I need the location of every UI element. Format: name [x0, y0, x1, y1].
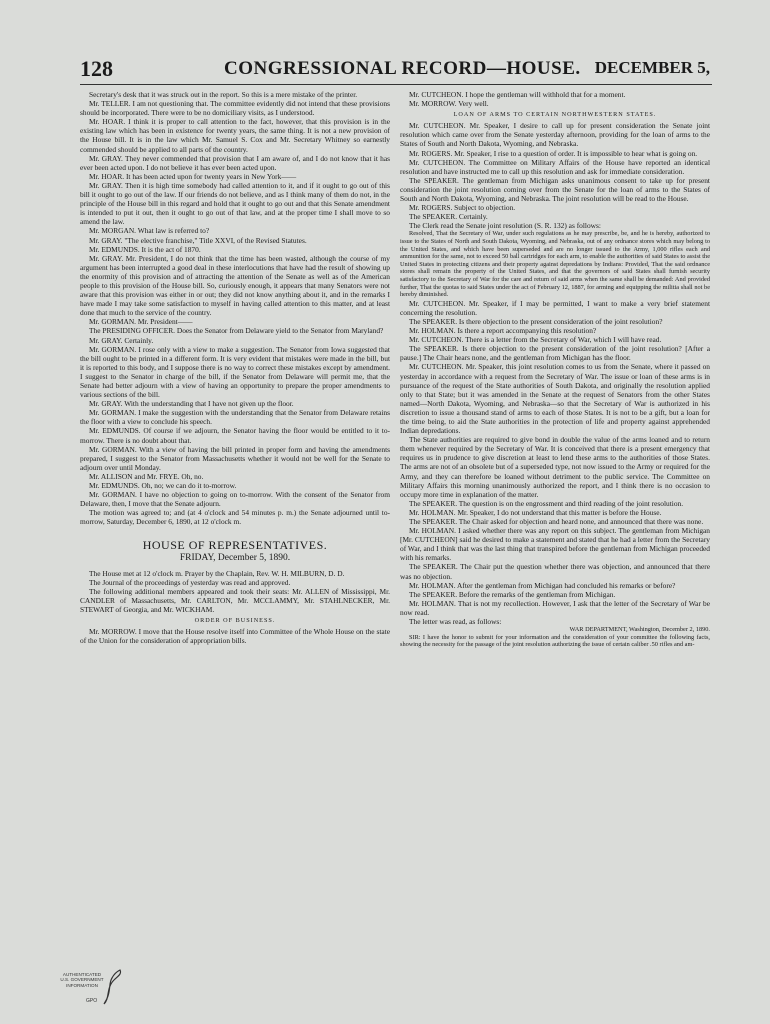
section-date: FRIDAY, December 5, 1890.: [179, 552, 291, 563]
paragraph: The SPEAKER. Is there objection to the present consideration of the joint resolution?: [409, 316, 663, 326]
paragraph: Mr. CUTCHEON. The Committee on Military Affairs of the House have reported an identical resolution and have instructed me to call up this resolution and ask for immediate consideration.: [400, 157, 710, 176]
letter-heading: WAR DEPARTMENT, Washington, December 2, 1890.: [569, 626, 710, 634]
paragraph: The letter was read, as follows:: [409, 617, 502, 627]
paragraph: Mr. MORROW. Very well.: [409, 99, 489, 109]
paragraph: Mr. CUTCHEON. Mr. Speaker, I desire to call up for present consideration the Senate joint resolution which came over from the Senate yesterday afternoon, providing for the loan of arms to the States of South and North Dakota, Wyoming, and Nebraska.: [400, 121, 710, 149]
paragraph: The following additional members appeared and took their seats: Mr. ALLEN of Mississippi, Mr. CANDLER of Massachusetts, Mr. CARLTON, Mr. MCCLAMMY, Mr. STAHLNECKER, Mr. STEWART of Georgia, and Mr. WICKHAM.: [80, 586, 390, 615]
paragraph: Mr. ROGERS. Mr. Speaker, I rise to a question of order. It is impossible to hear what is going on.: [409, 148, 698, 158]
paragraph: Mr. CUTCHEON. I hope the gentleman will withhold that for a moment.: [409, 90, 626, 99]
paragraph: The SPEAKER. The question is on the engrossment and third reading of the joint resolution.: [409, 498, 684, 508]
paragraph: Mr. EDMUNDS. Oh, no; we can do it to-morrow.: [89, 481, 237, 491]
paragraph: Mr. MORGAN. What law is referred to?: [89, 226, 210, 236]
paragraph: Mr. GRAY. "The elective franchise," Title XXVI, of the Revised Statutes.: [89, 235, 307, 245]
paragraph: The Clerk read the Senate joint resolution (S. R. 132) as follows:: [409, 221, 601, 231]
paragraph: Mr. EDMUNDS. Of course if we adjourn, the Senator having the floor would be entitled to it to-morrow. There is no doubt about that.: [80, 426, 390, 445]
paragraph: Mr. ALLISON and Mr. FRYE. Oh, no.: [89, 471, 204, 481]
paragraph: Mr. GRAY. They never commended that provision that I am aware of, and I do not know that it has ever been acted upon. I do not believe it has ever been acted upon.: [80, 153, 390, 172]
paragraph: The Journal of the proceedings of yesterday was read and approved.: [89, 577, 291, 587]
header-rule: [80, 84, 712, 85]
paragraph: Mr. CUTCHEON. There is a letter from the Secretary of War, which I will have read.: [409, 335, 662, 345]
left-column: [80, 90, 390, 645]
paragraph: The SPEAKER. Certainly.: [409, 212, 488, 222]
paragraph: Mr. HOLMAN. Is there a report accompanying this resolution?: [409, 326, 597, 336]
paragraph: Mr. HOAR. I think it is proper to call attention to the fact, however, that this provision is in the existing law which has been in existence for twenty years, the same thing. It is not a new provision of the House bill. It is in the law which Mr. Samuel S. Cox and Mr. Secretary Whitney so earnestly commended should be applied to all parts of the country.: [80, 117, 390, 154]
paragraph: Mr. HOLMAN. After the gentleman from Michigan had concluded his remarks or before?: [409, 580, 676, 590]
paragraph: Mr. GRAY. Mr. President, I do not think that the time has been wasted, although the course of my argument has been interrupted a good deal in these interlocutions that have had the result of showing up the enormity of this provision and of attracting the attention of the Senate as well as of the American people to this provision of the House bill. So, curiously enough, it appears that many Senators were not aware that this provision was either in or out; they did not know anything about it, and in the remarks I have made I may take some satisfaction to myself in having called attention to this matter, and at least done that much to the service of the country.: [80, 253, 390, 318]
paragraph: Secretary's desk that it was struck out in the report. So this is a mere mistake of the printer.: [89, 90, 358, 99]
stamp-agency: GPO: [86, 998, 98, 1004]
paragraph: Mr. EDMUNDS. It is the act of 1870.: [89, 244, 201, 254]
stamp-text: AUTHENTICATED U.S. GOVERNMENT INFORMATION: [60, 972, 104, 988]
paragraph: Mr. ROGERS. Subject to objection.: [409, 203, 516, 213]
paragraph: Mr. HOLMAN. Mr. Speaker, I do not understand that this matter is before the House.: [409, 507, 662, 517]
paragraph: The SPEAKER. The Chair asked for objection and heard none, and announced that there was none.: [409, 517, 704, 526]
paragraph: Mr. GORMAN. I rose only with a view to make a suggestion. The Senator from Iowa suggested that the bill ought to be printed in a different form. It is very evident that mistakes were made in the bill, but it is reported to this body, and I suppose there is no way to correct these mistakes except by amendment. I suggest to the Senator in charge of the bill, if the Senator from Delaware will permit me, that the Senate had better adjourn with a view of having an opportunity to prepare the proper amendments to various sections of the bill.: [80, 344, 390, 400]
paragraph: The SPEAKER. Before the remarks of the gentleman from Michigan.: [409, 589, 616, 599]
eagle-icon: [100, 968, 124, 1008]
page-number: 128: [80, 56, 113, 81]
paragraph: Mr. CUTCHEON. Mr. Speaker, this joint resolution comes to us from the Senate, where it passed on yesterday in accordance with a request from the Secretary of War. The issue or loan of these arms is in pursuance of the request of the State authorities of South Dakota, and originally the resolution applied only to that State; but it was amended in the Senate at the request of Senators from the other States named—North Dakota, Wyoming, and Nebraska—so that the Secretary of War is authorized in his discretion to issue a thousand stand of arms to each of those States. It is not to be a gift, but a loan for the time being, to aid the State authorities in the protection of life and property against apprehended Indian depredations.: [400, 362, 710, 436]
paragraph: Mr. GRAY. Certainly.: [89, 335, 154, 345]
paragraph: Mr. GRAY. Then it is high time somebody had called attention to it, and if it ought to go out of this bill it ought to go out of the law. If our friends do not believe, and as I think many of them do not, in the principle of the House bill in this regard and hold that it ought to go out and that this Senate amendment is intended to put it out, then it ought to go out of that law, and at the proper time I shall move to so amend the law.: [80, 180, 390, 227]
paragraph: Mr. MORROW. I move that the House resolve itself into Committee of the Whole House on the state of the Union for the consideration of appropriation bills.: [80, 627, 390, 646]
paragraph: Mr. GORMAN. I have no objection to going on to-morrow. With the consent of the Senator from Delaware, then, I move that the Senate adjourn.: [80, 490, 390, 509]
paragraph: Mr. HOLMAN. That is not my recollection. However, I ask that the letter of the Secretary of War be now read.: [400, 598, 710, 617]
page-header-date: DECEMBER 5,: [594, 58, 710, 77]
paragraph: Mr. GORMAN. With a view of having the bill printed in proper form and having the amendments prepared, I suggest to the Senator from Massachusetts whether it would not be well for the Senate to adjourn over until Monday.: [80, 444, 390, 472]
paragraph: Mr. GORMAN. Mr. President——: [89, 317, 193, 327]
letter-body: SIR: I have the honor to submit for your information and the consideration of your committee the following facts, showing the necessity for the passage of the joint resolution authorizing the issue of certain caliber .50 rifles and am-: [400, 633, 710, 649]
right-column: [400, 90, 710, 649]
paragraph: The SPEAKER. Is there objection to the present consideration of the joint resolution? [After a pause.] The Chair hears none, and the gentleman from Michigan has the floor.: [400, 344, 710, 363]
paragraph: Mr. HOLMAN. I asked whether there was any report on this subject. The gentleman from Michigan [Mr. CUTCHEON] said he desired to make a statement and stated that he had a letter from the Secretary of War, and I think that was the last thing that transpired before the gentleman from Michigan proceeded with his remarks.: [400, 526, 710, 563]
subsection-heading: LOAN OF ARMS TO CERTAIN NORTHWESTERN STATES.: [453, 111, 657, 119]
paragraph: The PRESIDING OFFICER. Does the Senator from Delaware yield to the Senator from Maryland?: [89, 326, 384, 336]
subsection-heading: ORDER OF BUSINESS.: [194, 617, 276, 625]
paragraph: The motion was agreed to; and (at 4 o'clock and 54 minutes p. m.) the Senate adjourned until to-morrow, Saturday, December 6, 1890, at 12 o'clock m.: [80, 508, 390, 527]
resolution-text: Resolved, That the Secretary of War, under such regulations as he may prescribe, be, and he is hereby, authorized to issue to the States of North and South Dakota, Wyoming, and Nebraska, out of any ordnance stores which may belong to the United States, and which have been superseded and are no longer issued to the Army, 1,000 rifles each and ammunition for the same, not to exceed 50 ball cartridges for each arm, to enable the authorities of said States to assist the United States in protecting citizens and their property against depredations by Indians: Provided, That the said ordnance stores shall remain the property of the United States, and that the governors of said States shall furnish security satisfactory to the Secretary of War for the care and return of said arms when the same shall be demanded: And provided further, That the quotas to said States under the act of February 12, 1887, for arming and equipping the militia shall not be hereby diminished.: [400, 230, 710, 299]
paragraph: The SPEAKER. The Chair put the question whether there was objection, and announced that there was no objection.: [400, 562, 710, 581]
paragraph: The SPEAKER. The gentleman from Michigan asks unanimous consent to take up for present consideration the joint resolution coming over from the Senate for the loan of arms to the States of South and North Dakota, Wyoming, and Nebraska. The joint resolution will be read to the House.: [400, 175, 710, 204]
section-title: HOUSE OF REPRESENTATIVES.: [142, 537, 328, 552]
page-header-title: CONGRESSIONAL RECORD—HOUSE.: [224, 58, 581, 79]
gpo-authentication-stamp: [58, 966, 128, 1014]
paragraph: Mr. CUTCHEON. Mr. Speaker, if I may be permitted, I want to make a very brief statement concerning the resolution.: [400, 298, 710, 317]
paragraph: Mr. HOAR. It has been acted upon for twenty years in New York——: [89, 171, 297, 181]
paragraph: Mr. TELLER. I am not questioning that. The committee evidently did not intend that these provisions should be incorporated. There were to be no domiciliary visits, as I understood.: [80, 99, 390, 118]
paragraph: The House met at 12 o'clock m. Prayer by the Chaplain, Rev. W. H. MILBURN, D. D.: [89, 568, 345, 578]
paragraph: Mr. GORMAN. I make the suggestion with the understanding that the Senator from Delaware retains the floor with a view to conclude his speech.: [80, 408, 390, 427]
paragraph: Mr. GRAY. With the understanding that I have not given up the floor.: [89, 399, 294, 409]
paragraph: The State authorities are required to give bond in double the value of the arms loaned and to return them whenever required by the Secretary of War. It is conceived that there is a present emergency that requires us in prudence to give discretion at least to lend these arms to the authorities of those States. The arms are not of an obsolete but of a superseded type, not now issued to the Army or required for the Army, and they can therefore be loaned without detriment to the public service. The Committee on Military Affairs this morning unanimously authorized the report, and I think there is no occasion to occupy more time in explanation of the matter.: [400, 435, 710, 499]
